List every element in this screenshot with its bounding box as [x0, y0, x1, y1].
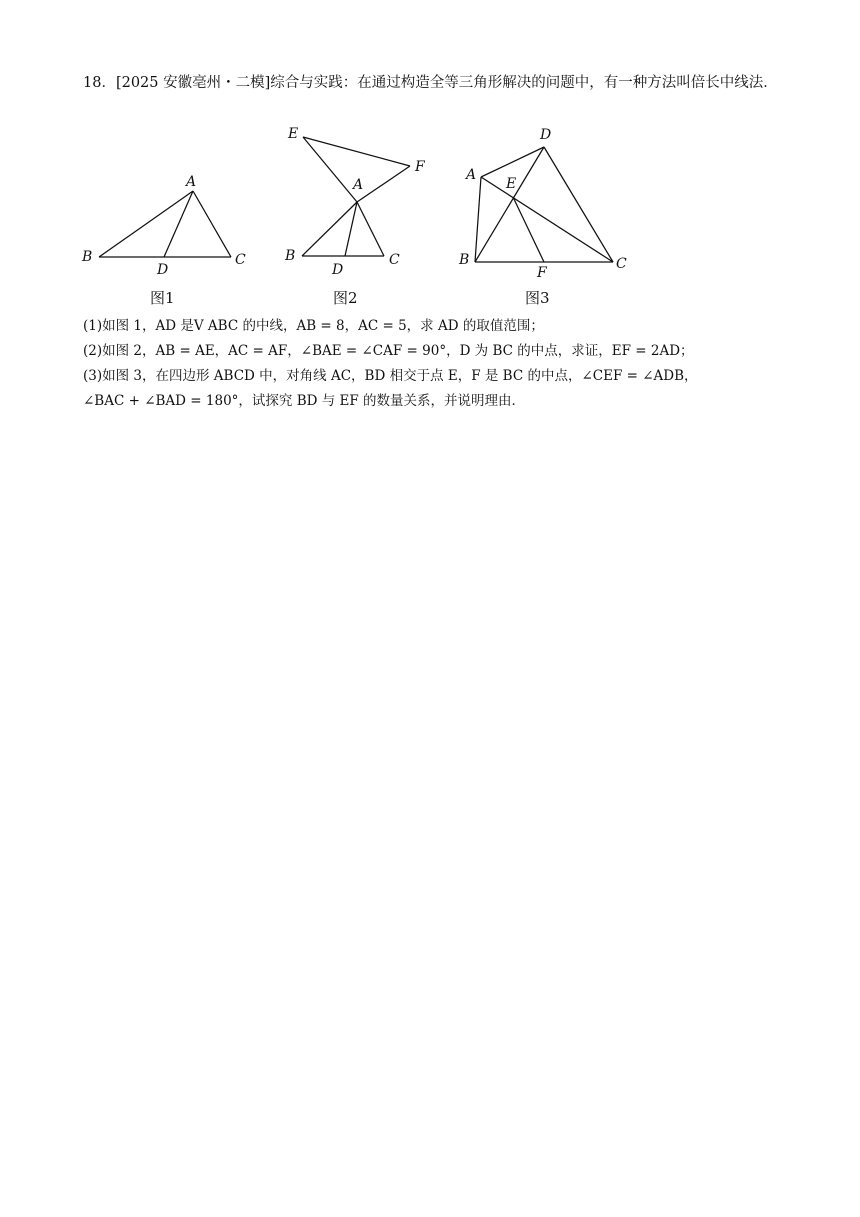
segment-ef	[513, 197, 544, 262]
segment-ac	[357, 202, 384, 256]
label-e: E	[506, 176, 517, 192]
question-list	[83, 314, 803, 414]
label-b: B	[285, 248, 296, 264]
segment-ef	[303, 137, 410, 166]
figures-area	[78, 120, 638, 310]
question-2: (2)如图 2，AB = AE，AC = AF，∠BAE = ∠CAF = 90°，D 为 BC 的中点，求证，EF = 2AD；	[83, 343, 694, 359]
geometry-figures	[78, 120, 638, 310]
segment-ac	[193, 191, 231, 257]
figure-3	[458, 127, 627, 307]
question-3-continued: ∠BAC + ∠BAD = 180°，试探究 BD 与 EF 的数量关系，并说明理由．	[83, 393, 526, 409]
label-d: D	[540, 127, 552, 143]
label-c: C	[235, 252, 246, 268]
label-a: A	[466, 167, 477, 183]
label-e: E	[288, 126, 299, 142]
figure-2	[284, 126, 426, 307]
segment-ea	[303, 137, 357, 202]
question-3: (3)如图 3，在四边形 ABCD 中，对角线 AC，BD 相交于点 E，F 是 BC 的中点，∠CEF = ∠ADB，	[83, 368, 698, 384]
label-b: B	[459, 252, 470, 268]
figure-3-caption: 图3	[525, 289, 550, 307]
segment-ad	[345, 202, 357, 256]
label-f: F	[537, 265, 547, 281]
figure-1-caption: 图1	[150, 289, 175, 307]
label-f: F	[415, 159, 425, 175]
segment-ab	[475, 177, 481, 262]
segment-bd	[475, 147, 544, 262]
label-a: A	[353, 177, 364, 193]
label-c: C	[389, 252, 400, 268]
figure-2-caption: 图2	[333, 289, 358, 307]
figure-1	[81, 174, 246, 307]
segment-dc	[544, 147, 613, 262]
label-d: D	[332, 262, 344, 278]
segment-fa	[357, 166, 410, 202]
problem-intro: 18．[2025 安徽亳州・二模]综合与实践：在通过构造全等三角形解决的问题中，有一种方法叫倍长中线法．	[83, 75, 778, 91]
segment-ab	[302, 202, 357, 256]
label-b: B	[82, 249, 93, 265]
label-c: C	[616, 256, 627, 272]
label-d: D	[157, 262, 169, 278]
label-a: A	[186, 174, 197, 190]
question-1: (1)如图 1，AD 是V ABC 的中线，AB = 8，AC = 5，求 AD 的取值范围；	[83, 318, 544, 334]
